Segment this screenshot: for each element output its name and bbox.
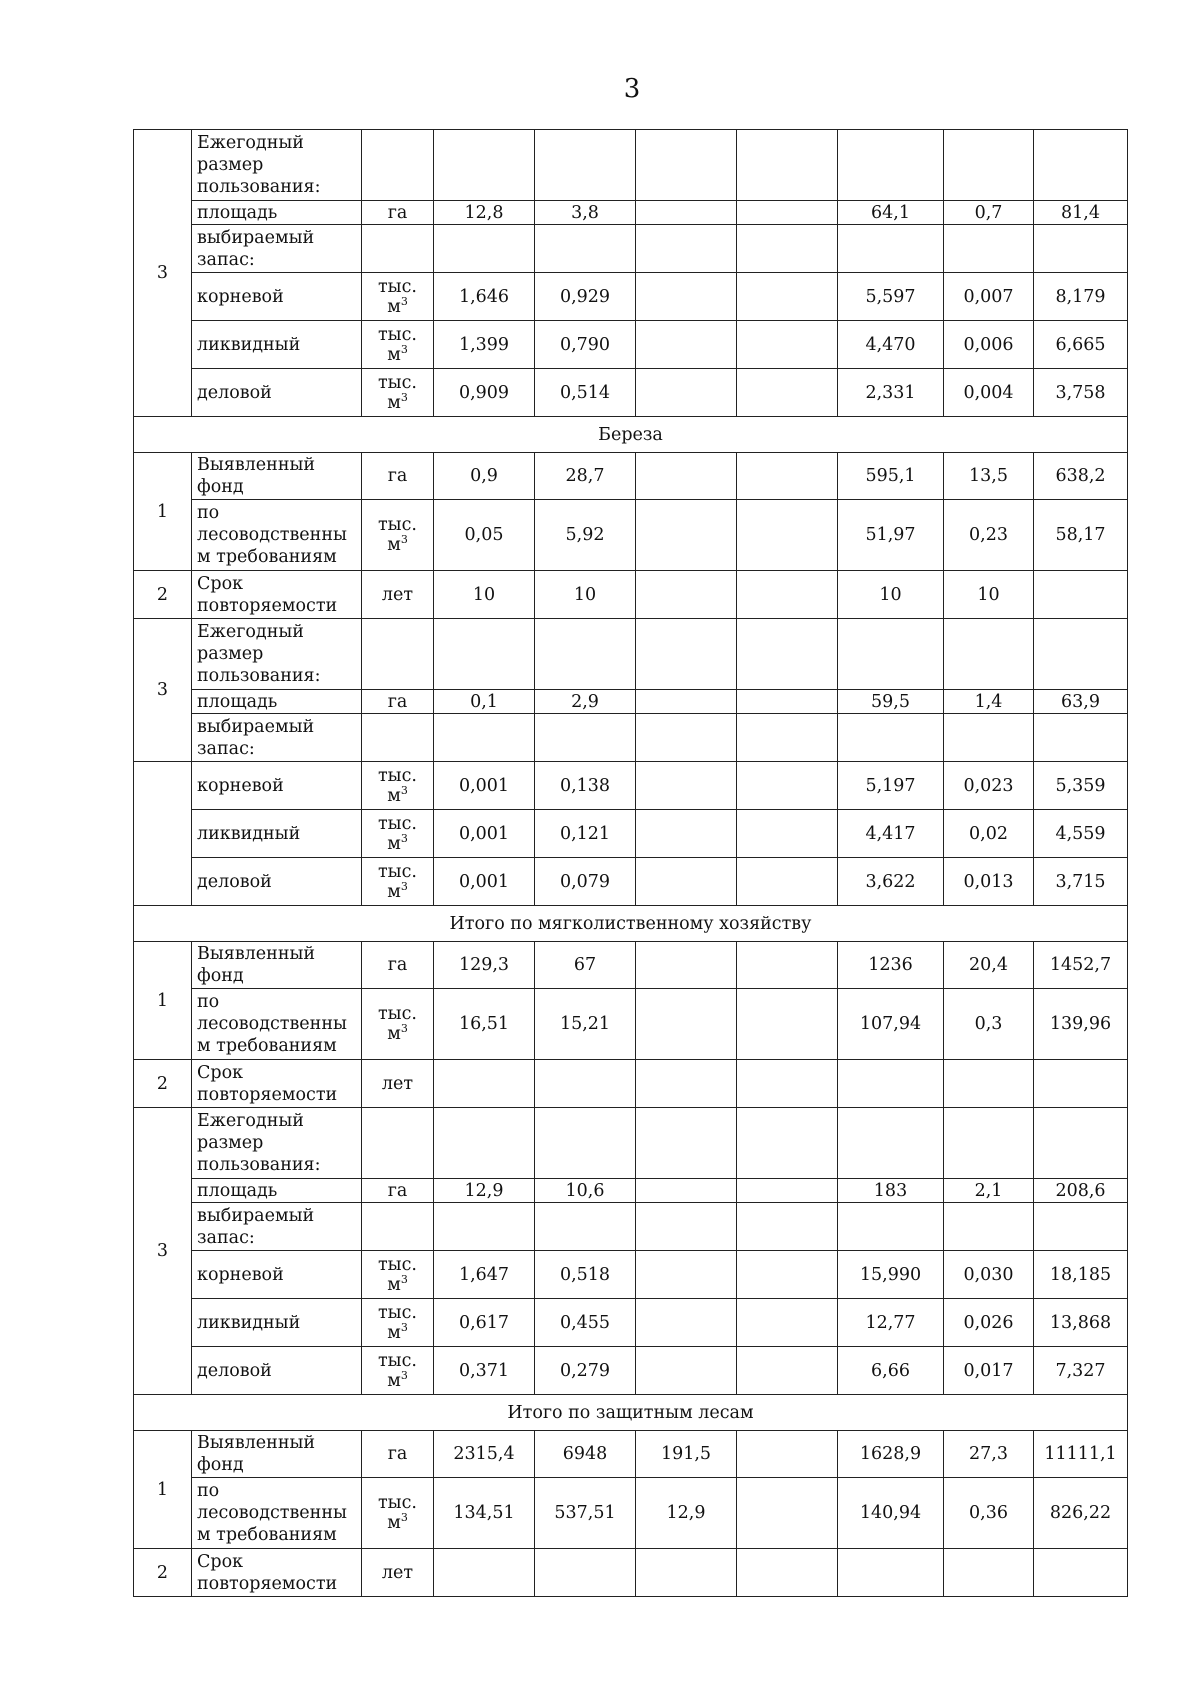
value-cell: 27,3 <box>944 1431 1034 1478</box>
table-row <box>134 571 1128 619</box>
value-cell <box>1034 1549 1128 1597</box>
value-cell <box>737 1108 838 1179</box>
value-cell: 139,96 <box>1034 989 1128 1060</box>
value-cell <box>1034 571 1128 619</box>
value-cell: 0,02 <box>944 810 1034 858</box>
value-cell: 134,51 <box>434 1478 535 1549</box>
value-cell <box>838 1060 944 1108</box>
value-cell <box>1034 1060 1128 1108</box>
value-cell <box>737 571 838 619</box>
unit-cell: тыс. $м^3$ <box>362 1478 434 1549</box>
unit-cell: тыс. $м^3$ <box>362 369 434 417</box>
value-cell: 0,05 <box>434 500 535 571</box>
value-cell: 2,1 <box>944 1179 1034 1203</box>
value-cell: 140,94 <box>838 1478 944 1549</box>
value-cell <box>737 989 838 1060</box>
indicator-name: Ежегодный размер пользования: <box>192 619 362 690</box>
unit-cell: лет <box>362 1060 434 1108</box>
value-cell: 12,8 <box>434 201 535 225</box>
value-cell <box>944 1108 1034 1179</box>
value-cell: 0,371 <box>434 1347 535 1395</box>
value-cell: 59,5 <box>838 690 944 714</box>
table-row <box>134 762 1128 810</box>
value-cell <box>636 858 737 906</box>
value-cell <box>636 942 737 989</box>
value-cell: 0,790 <box>535 321 636 369</box>
value-cell <box>1034 225 1128 273</box>
value-cell <box>636 989 737 1060</box>
value-cell <box>838 1203 944 1251</box>
value-cell: 0,3 <box>944 989 1034 1060</box>
value-cell: 0,1 <box>434 690 535 714</box>
value-cell: 6,66 <box>838 1347 944 1395</box>
unit-cell: га <box>362 201 434 225</box>
value-cell: 0,7 <box>944 201 1034 225</box>
value-cell: 6,665 <box>1034 321 1128 369</box>
table-row <box>134 690 1128 714</box>
indicator-name: выбираемый запас: <box>192 225 362 273</box>
indicator-name: по лесоводственны м требованиям <box>192 1478 362 1549</box>
unit-cell: га <box>362 690 434 714</box>
value-cell <box>737 762 838 810</box>
indicator-name: ликвидный <box>192 810 362 858</box>
value-cell: 183 <box>838 1179 944 1203</box>
unit-cell: га <box>362 1431 434 1478</box>
value-cell <box>944 619 1034 690</box>
unit-cell: тыс. $м^3$ <box>362 810 434 858</box>
indicator-name: корневой <box>192 1251 362 1299</box>
value-cell <box>944 1203 1034 1251</box>
value-cell: 0,518 <box>535 1251 636 1299</box>
value-cell <box>636 1108 737 1179</box>
value-cell <box>838 225 944 273</box>
value-cell <box>636 500 737 571</box>
table-row <box>134 858 1128 906</box>
value-cell: 1,647 <box>434 1251 535 1299</box>
table-row <box>134 1431 1128 1478</box>
indicator-name: Срок повторяемости <box>192 1549 362 1597</box>
unit-cell <box>362 1108 434 1179</box>
value-cell <box>737 1203 838 1251</box>
value-cell <box>434 1108 535 1179</box>
row-number: 3 <box>134 619 192 762</box>
unit-cell: тыс. $м^3$ <box>362 989 434 1060</box>
value-cell: 2315,4 <box>434 1431 535 1478</box>
table-row <box>134 1549 1128 1597</box>
value-cell <box>944 1549 1034 1597</box>
value-cell <box>434 1060 535 1108</box>
table-row <box>134 1478 1128 1549</box>
value-cell <box>737 1179 838 1203</box>
value-cell: 12,9 <box>434 1179 535 1203</box>
indicator-name: выбираемый запас: <box>192 714 362 762</box>
table-row <box>134 1347 1128 1395</box>
value-cell: 5,597 <box>838 273 944 321</box>
unit-cell: тыс. $м^3$ <box>362 273 434 321</box>
table-row <box>134 201 1128 225</box>
value-cell: 0,006 <box>944 321 1034 369</box>
value-cell <box>434 619 535 690</box>
value-cell: 0,455 <box>535 1299 636 1347</box>
value-cell: 64,1 <box>838 201 944 225</box>
section-header-row <box>134 906 1128 942</box>
value-cell: 3,622 <box>838 858 944 906</box>
value-cell: 63,9 <box>1034 690 1128 714</box>
table-row <box>134 273 1128 321</box>
indicator-name: деловой <box>192 1347 362 1395</box>
table-row <box>134 1179 1128 1203</box>
value-cell <box>737 690 838 714</box>
value-cell: 0,121 <box>535 810 636 858</box>
value-cell: 0,279 <box>535 1347 636 1395</box>
value-cell <box>737 714 838 762</box>
indicator-name: ликвидный <box>192 321 362 369</box>
value-cell <box>535 1108 636 1179</box>
value-cell: 2,9 <box>535 690 636 714</box>
table-row <box>134 619 1128 690</box>
value-cell: 107,94 <box>838 989 944 1060</box>
table-row <box>134 1060 1128 1108</box>
section-title: Итого по защитным лесам <box>134 1395 1128 1431</box>
value-cell <box>1034 714 1128 762</box>
value-cell <box>636 690 737 714</box>
indicator-name: по лесоводственны м требованиям <box>192 989 362 1060</box>
value-cell: 3,758 <box>1034 369 1128 417</box>
value-cell <box>636 321 737 369</box>
unit-cell: тыс. $м^3$ <box>362 1251 434 1299</box>
value-cell <box>636 571 737 619</box>
value-cell: 6948 <box>535 1431 636 1478</box>
value-cell: 1,646 <box>434 273 535 321</box>
indicator-name: выбираемый запас: <box>192 1203 362 1251</box>
value-cell: 58,17 <box>1034 500 1128 571</box>
value-cell: 638,2 <box>1034 453 1128 500</box>
indicator-name: Ежегодный размер пользования: <box>192 1108 362 1179</box>
value-cell: 4,417 <box>838 810 944 858</box>
indicator-name: площадь <box>192 690 362 714</box>
value-cell: 10 <box>535 571 636 619</box>
row-number: 1 <box>134 1431 192 1549</box>
value-cell <box>434 1203 535 1251</box>
value-cell <box>737 1347 838 1395</box>
value-cell <box>737 369 838 417</box>
table-row <box>134 453 1128 500</box>
value-cell: 3,8 <box>535 201 636 225</box>
unit-cell: га <box>362 453 434 500</box>
value-cell: 13,5 <box>944 453 1034 500</box>
value-cell <box>434 130 535 201</box>
unit-cell <box>362 1203 434 1251</box>
row-number: 1 <box>134 453 192 571</box>
value-cell <box>636 1060 737 1108</box>
value-cell <box>434 714 535 762</box>
indicator-name: корневой <box>192 273 362 321</box>
value-cell: 15,990 <box>838 1251 944 1299</box>
value-cell <box>636 1549 737 1597</box>
unit-cell: тыс. $м^3$ <box>362 1347 434 1395</box>
value-cell <box>838 619 944 690</box>
indicator-name: Выявленный фонд <box>192 942 362 989</box>
value-cell: 0,030 <box>944 1251 1034 1299</box>
value-cell <box>737 1299 838 1347</box>
section-title: Береза <box>134 417 1128 453</box>
value-cell <box>1034 1108 1128 1179</box>
value-cell: 4,470 <box>838 321 944 369</box>
value-cell <box>535 1549 636 1597</box>
row-number: 2 <box>134 1549 192 1597</box>
indicator-name: площадь <box>192 201 362 225</box>
value-cell <box>636 453 737 500</box>
value-cell: 51,97 <box>838 500 944 571</box>
unit-cell <box>362 714 434 762</box>
value-cell: 537,51 <box>535 1478 636 1549</box>
value-cell <box>838 714 944 762</box>
row-number: 3 <box>134 130 192 417</box>
table-row <box>134 989 1128 1060</box>
value-cell: 5,359 <box>1034 762 1128 810</box>
value-cell: 12,9 <box>636 1478 737 1549</box>
table-row <box>134 225 1128 273</box>
unit-cell: га <box>362 1179 434 1203</box>
value-cell: 16,51 <box>434 989 535 1060</box>
table-row <box>134 500 1128 571</box>
value-cell <box>636 130 737 201</box>
value-cell: 0,36 <box>944 1478 1034 1549</box>
value-cell <box>434 225 535 273</box>
value-cell <box>535 1203 636 1251</box>
unit-cell: тыс. $м^3$ <box>362 1299 434 1347</box>
value-cell: 1,4 <box>944 690 1034 714</box>
value-cell: 10 <box>434 571 535 619</box>
row-number: 1 <box>134 942 192 1060</box>
unit-cell: тыс. $м^3$ <box>362 321 434 369</box>
indicator-name: Срок повторяемости <box>192 1060 362 1108</box>
value-cell <box>636 369 737 417</box>
value-cell: 0,001 <box>434 762 535 810</box>
value-cell: 5,197 <box>838 762 944 810</box>
indicator-name: Выявленный фонд <box>192 453 362 500</box>
value-cell <box>434 1549 535 1597</box>
value-cell: 0,909 <box>434 369 535 417</box>
value-cell: 20,4 <box>944 942 1034 989</box>
indicator-name: Ежегодный размер пользования: <box>192 130 362 201</box>
value-cell: 12,77 <box>838 1299 944 1347</box>
value-cell <box>535 619 636 690</box>
row-number: 2 <box>134 1060 192 1108</box>
row-number <box>134 762 192 906</box>
value-cell <box>737 810 838 858</box>
value-cell <box>535 1060 636 1108</box>
value-cell <box>535 130 636 201</box>
indicator-name: деловой <box>192 369 362 417</box>
value-cell <box>737 453 838 500</box>
value-cell: 826,22 <box>1034 1478 1128 1549</box>
value-cell: 81,4 <box>1034 201 1128 225</box>
value-cell: 7,327 <box>1034 1347 1128 1395</box>
value-cell <box>636 1299 737 1347</box>
value-cell: 1,399 <box>434 321 535 369</box>
value-cell <box>944 1060 1034 1108</box>
unit-cell: га <box>362 942 434 989</box>
value-cell <box>636 1179 737 1203</box>
value-cell <box>636 714 737 762</box>
value-cell <box>838 1549 944 1597</box>
value-cell: 208,6 <box>1034 1179 1128 1203</box>
value-cell <box>636 201 737 225</box>
section-header-row <box>134 1395 1128 1431</box>
value-cell: 0,001 <box>434 810 535 858</box>
value-cell: 67 <box>535 942 636 989</box>
value-cell <box>636 762 737 810</box>
value-cell: 28,7 <box>535 453 636 500</box>
value-cell: 0,929 <box>535 273 636 321</box>
value-cell <box>737 225 838 273</box>
indicator-name: Срок повторяемости <box>192 571 362 619</box>
unit-cell <box>362 619 434 690</box>
row-number: 3 <box>134 1108 192 1395</box>
unit-cell: лет <box>362 571 434 619</box>
value-cell: 129,3 <box>434 942 535 989</box>
value-cell <box>737 619 838 690</box>
table-row <box>134 321 1128 369</box>
value-cell <box>636 273 737 321</box>
value-cell: 0,026 <box>944 1299 1034 1347</box>
value-cell <box>636 619 737 690</box>
value-cell: 0,023 <box>944 762 1034 810</box>
table-row <box>134 1251 1128 1299</box>
value-cell <box>737 500 838 571</box>
value-cell <box>636 1251 737 1299</box>
value-cell: 11111,1 <box>1034 1431 1128 1478</box>
value-cell <box>737 1251 838 1299</box>
value-cell: 0,514 <box>535 369 636 417</box>
value-cell: 191,5 <box>636 1431 737 1478</box>
value-cell: 3,715 <box>1034 858 1128 906</box>
indicator-name: площадь <box>192 1179 362 1203</box>
value-cell: 1236 <box>838 942 944 989</box>
value-cell <box>838 1108 944 1179</box>
value-cell: 1452,7 <box>1034 942 1128 989</box>
value-cell <box>737 1431 838 1478</box>
section-title: Итого по мягколиственному хозяйству <box>134 906 1128 942</box>
value-cell <box>838 130 944 201</box>
unit-cell: лет <box>362 1549 434 1597</box>
forest-use-table <box>133 129 1128 1597</box>
value-cell <box>1034 130 1128 201</box>
table-row <box>134 369 1128 417</box>
unit-cell: тыс. $м^3$ <box>362 762 434 810</box>
indicator-name: по лесоводственны м требованиям <box>192 500 362 571</box>
value-cell <box>737 942 838 989</box>
unit-cell <box>362 225 434 273</box>
indicator-name: ликвидный <box>192 1299 362 1347</box>
table-row <box>134 1299 1128 1347</box>
value-cell: 2,331 <box>838 369 944 417</box>
table-row <box>134 810 1128 858</box>
table-row <box>134 942 1128 989</box>
value-cell: 0,079 <box>535 858 636 906</box>
value-cell: 10,6 <box>535 1179 636 1203</box>
value-cell: 15,21 <box>535 989 636 1060</box>
row-number: 2 <box>134 571 192 619</box>
value-cell <box>636 225 737 273</box>
value-cell: 13,868 <box>1034 1299 1128 1347</box>
value-cell: 0,007 <box>944 273 1034 321</box>
unit-cell <box>362 130 434 201</box>
value-cell: 0,017 <box>944 1347 1034 1395</box>
value-cell <box>535 714 636 762</box>
value-cell <box>1034 1203 1128 1251</box>
value-cell: 5,92 <box>535 500 636 571</box>
value-cell: 0,9 <box>434 453 535 500</box>
value-cell: 595,1 <box>838 453 944 500</box>
value-cell: 10 <box>944 571 1034 619</box>
value-cell <box>737 858 838 906</box>
value-cell <box>737 1060 838 1108</box>
value-cell <box>737 1549 838 1597</box>
value-cell: 0,013 <box>944 858 1034 906</box>
value-cell: 4,559 <box>1034 810 1128 858</box>
table-row <box>134 1203 1128 1251</box>
value-cell: 1628,9 <box>838 1431 944 1478</box>
page-number: 3 <box>623 74 641 104</box>
value-cell: 0,23 <box>944 500 1034 571</box>
indicator-name: корневой <box>192 762 362 810</box>
value-cell: 8,179 <box>1034 273 1128 321</box>
value-cell <box>944 130 1034 201</box>
value-cell <box>737 273 838 321</box>
value-cell <box>737 130 838 201</box>
value-cell <box>737 201 838 225</box>
unit-cell: тыс. $м^3$ <box>362 858 434 906</box>
value-cell <box>1034 619 1128 690</box>
table-row <box>134 1108 1128 1179</box>
value-cell <box>636 810 737 858</box>
value-cell <box>636 1347 737 1395</box>
table-row <box>134 130 1128 201</box>
value-cell: 0,617 <box>434 1299 535 1347</box>
indicator-name: Выявленный фонд <box>192 1431 362 1478</box>
value-cell: 0,001 <box>434 858 535 906</box>
value-cell <box>737 321 838 369</box>
indicator-name: деловой <box>192 858 362 906</box>
section-header-row <box>134 417 1128 453</box>
value-cell: 10 <box>838 571 944 619</box>
value-cell <box>737 1478 838 1549</box>
table-row <box>134 714 1128 762</box>
value-cell <box>944 714 1034 762</box>
unit-cell: тыс. $м^3$ <box>362 500 434 571</box>
value-cell: 18,185 <box>1034 1251 1128 1299</box>
value-cell: 0,138 <box>535 762 636 810</box>
value-cell: 0,004 <box>944 369 1034 417</box>
value-cell <box>636 1203 737 1251</box>
value-cell <box>944 225 1034 273</box>
value-cell <box>535 225 636 273</box>
